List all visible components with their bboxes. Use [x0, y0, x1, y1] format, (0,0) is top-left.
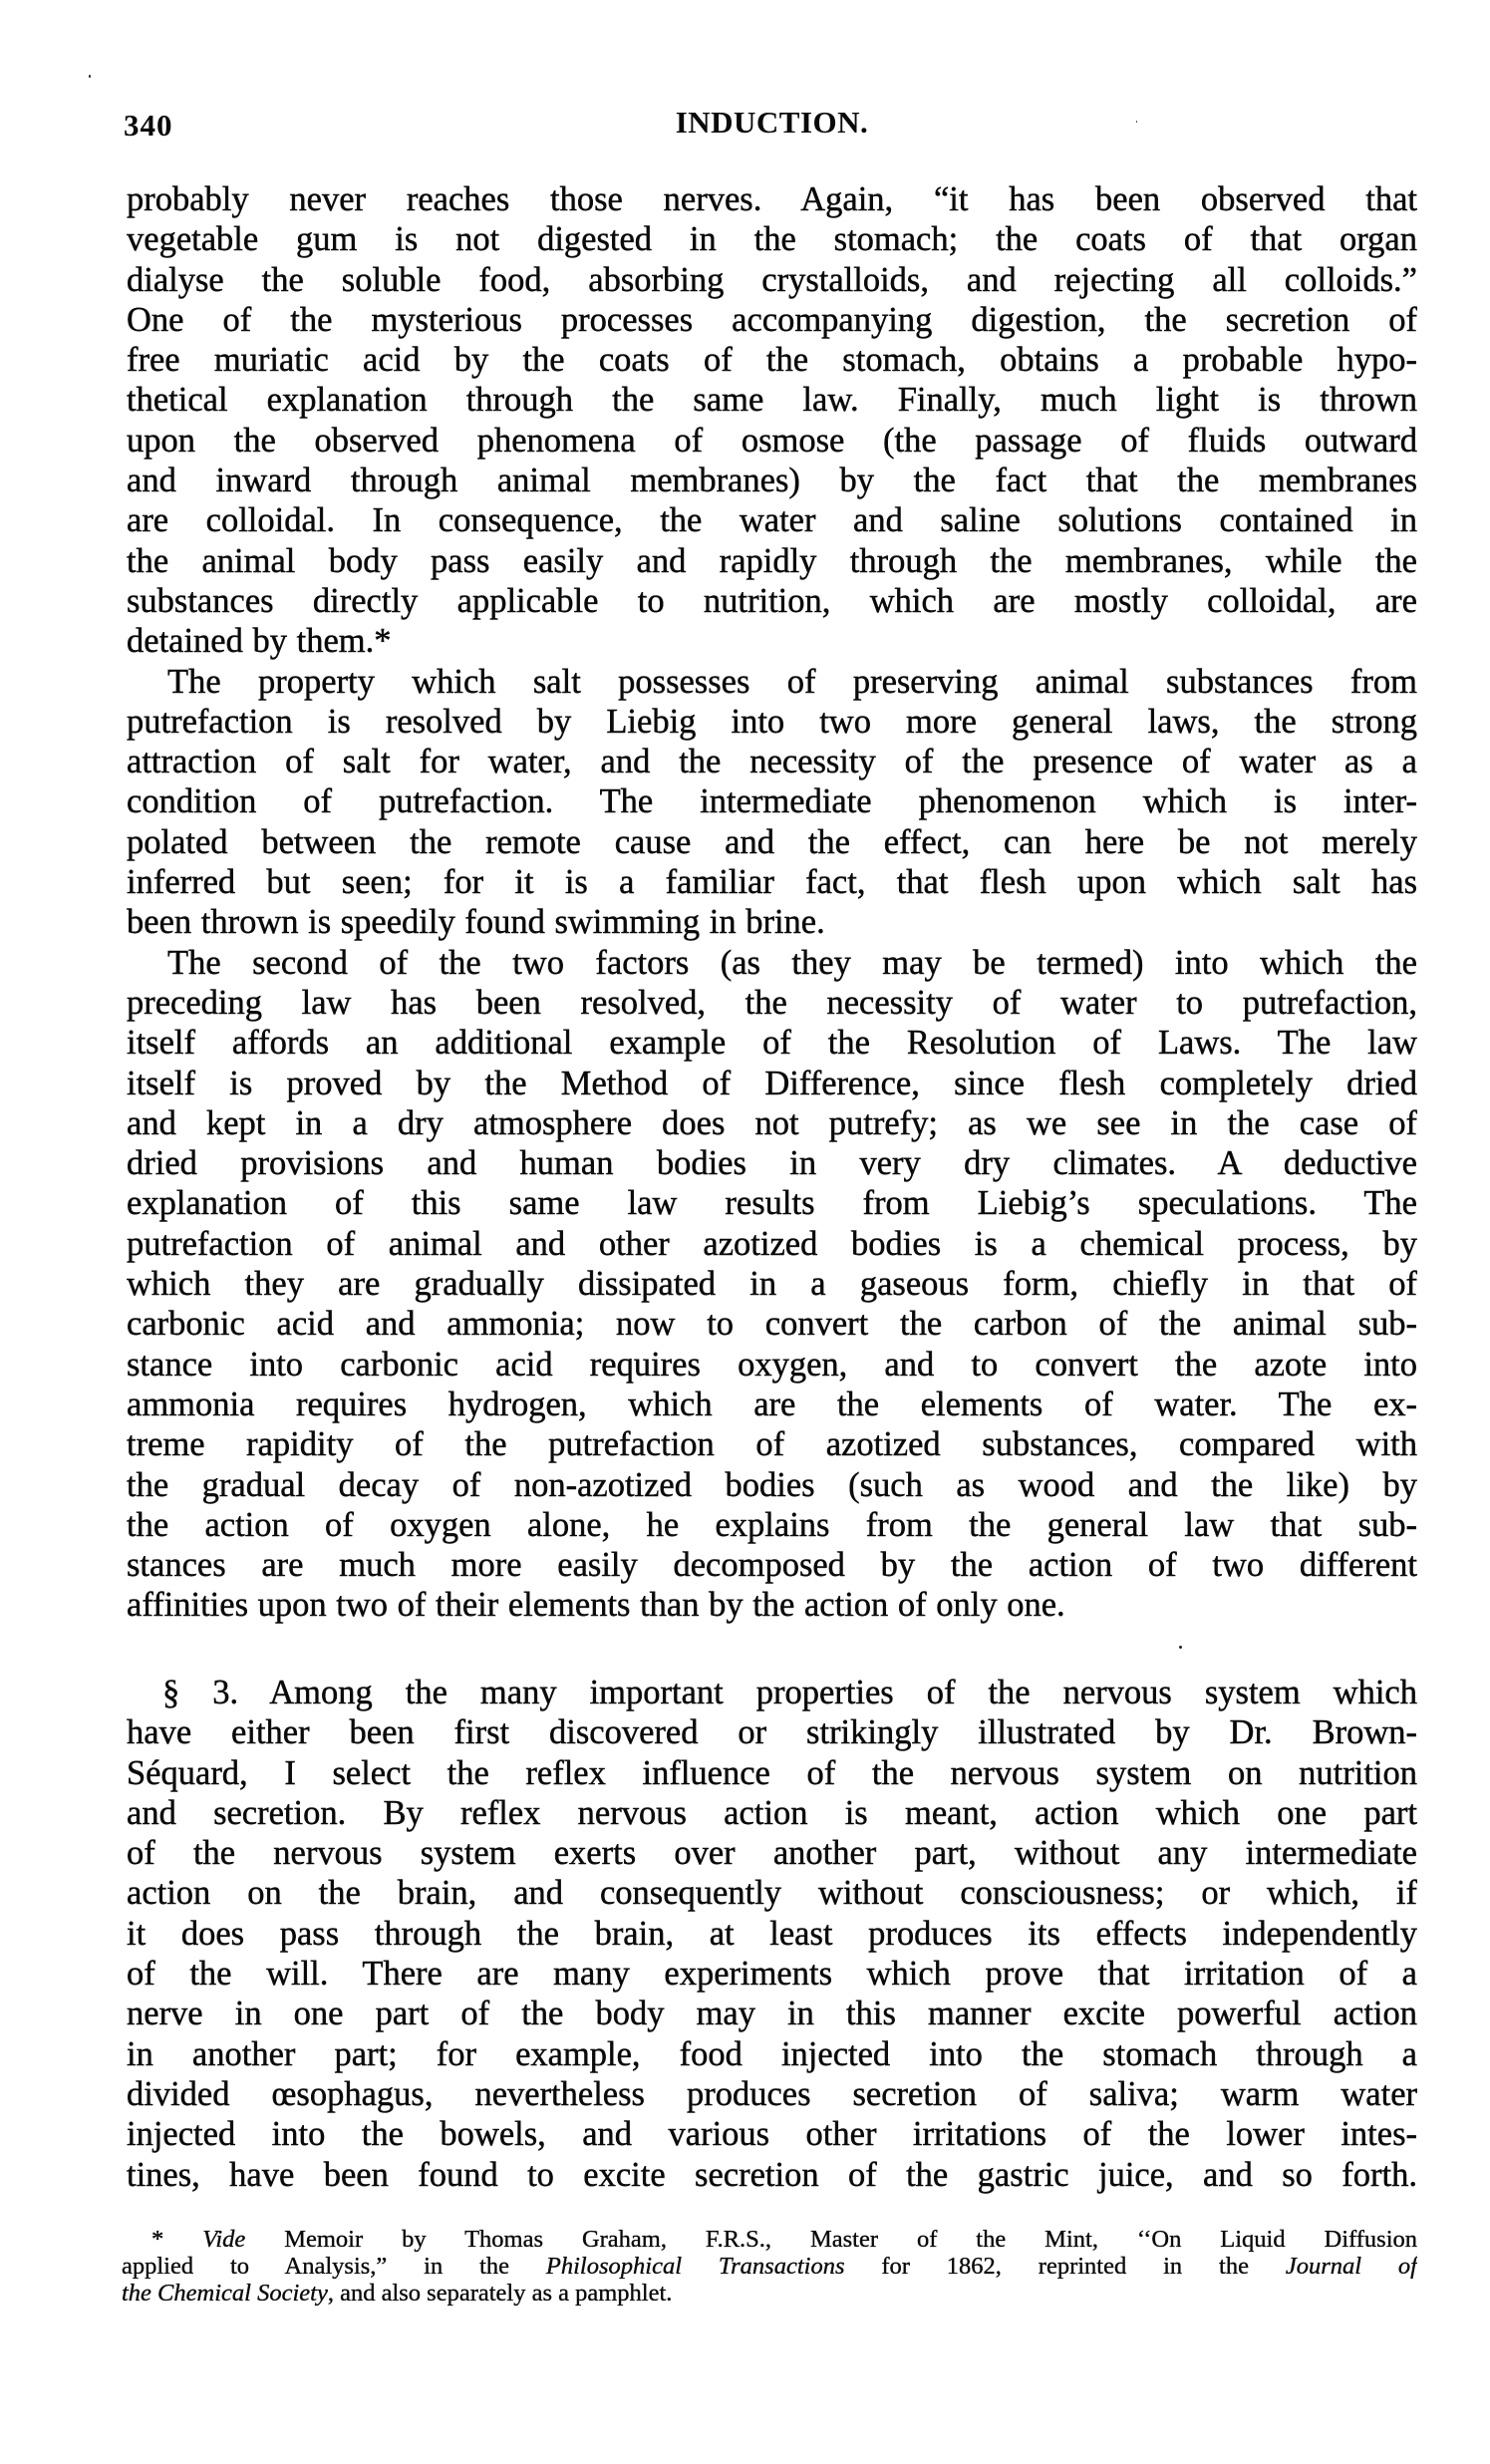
text-line: explanation of this same law results from Liebig’s speculations. The — [127, 1184, 1417, 1223]
text-line: The property which salt possesses of preserving animal substances from — [167, 662, 1417, 701]
text-line: dialyse the soluble food, absorbing crystalloids, and rejecting all colloids.” — [127, 260, 1417, 299]
text-line: inferred but seen; for it is a familiar fact, that flesh upon which salt has — [127, 863, 1417, 902]
text-line: itself is proved by the Method of Difference, since flesh completely dried — [127, 1064, 1417, 1102]
text-line: treme rapidity of the putrefaction of azotized substances, compared with — [127, 1425, 1417, 1464]
footnote-italic-text: Journal of — [1285, 2253, 1417, 2280]
text-line: are colloidal. In consequence, the water and saline solutions contained in — [127, 501, 1417, 540]
text-line: stance into carbonic acid requires oxygen, and to convert the azote into — [127, 1345, 1417, 1384]
text-line: dried provisions and human bodies in very dry climates. A deductive — [127, 1144, 1417, 1183]
text-line: of the nervous system exerts over another part, without any intermediate — [127, 1834, 1417, 1873]
footnote-italic-text: Philosophical Transactions — [545, 2253, 845, 2280]
text-line: substances directly applicable to nutrition, which are mostly colloidal, are — [127, 581, 1417, 620]
text-line: carbonic acid and ammonia; now to convert the carbon of the animal sub- — [127, 1305, 1417, 1344]
footnote-italic-text: Vide — [202, 2226, 246, 2253]
footnote-line — [122, 2253, 1417, 2280]
footnote-text: Memoir by Thomas Graham, F.R.S., Master of the Mint, ‘‘On Liquid Diffusion — [245, 2226, 1417, 2253]
text-line: tines, have been found to excite secretion of the gastric juice, and so forth. — [127, 2155, 1417, 2194]
text-line: attraction of salt for water, and the necessity of the presence of water as a — [127, 743, 1417, 781]
text-line: injected into the bowels, and various other irritations of the lower intes- — [127, 2115, 1417, 2154]
text-line: ammonia requires hydrogen, which are the elements of water. The ex- — [127, 1385, 1417, 1423]
footnote-line — [122, 2226, 1417, 2253]
text-line: stances are much more easily decomposed by the action of two different — [127, 1546, 1417, 1585]
section-3-paragraph — [127, 1673, 1417, 2195]
text-line: the animal body pass easily and rapidly through the membranes, while the — [127, 541, 1417, 580]
section-heading-line: § 3. Among the many important properties of the nervous system which — [162, 1674, 1417, 1711]
text-line: putrefaction is resolved by Liebig into two more general laws, the strong — [127, 702, 1417, 741]
text-line: preceding law has been resolved, the necessity of water to putrefaction, — [127, 983, 1417, 1022]
text-line: which they are gradually dissipated in a gaseous form, chiefly in that of — [127, 1265, 1417, 1304]
text-line: probably never reaches those nerves. Again, “it has been observed that — [127, 180, 1417, 218]
footnote — [122, 2226, 1417, 2307]
paragraph-3 — [127, 943, 1417, 1626]
text-line: affinities upon two of their elements than by the action of only one. — [127, 1586, 1065, 1625]
footnote-marker: * — [151, 2226, 203, 2253]
text-line-with-footnote-ref: detained by them.* — [127, 622, 392, 661]
footnote-text: for 1862, reprinted in the — [844, 2253, 1286, 2280]
text-line: polated between the remote cause and the effect, can here be not merely — [127, 822, 1417, 861]
text-line: thetical explanation through the same law. Finally, much light is thrown — [127, 381, 1417, 420]
text-line: action on the brain, and consequently without consciousness; or which, if — [127, 1874, 1417, 1913]
running-head — [0, 0, 1490, 150]
text-line: and inward through animal membranes) by the fact that the membranes — [127, 462, 1417, 500]
text-line: and secretion. By reflex nervous action is meant, action which one part — [127, 1793, 1417, 1832]
text-line: and kept in a dry atmosphere does not putrefy; as we see in the case of — [127, 1103, 1417, 1142]
text-line: condition of putrefaction. The intermediate phenomenon which is inter- — [127, 782, 1417, 821]
text-line: the action of oxygen alone, he explains from the general law that sub- — [127, 1505, 1417, 1544]
text-line: upon the observed phenomena of osmose (the passage of fluids outward — [127, 421, 1417, 460]
text-line: the gradual decay of non-azotized bodies (such as wood and the like) by — [127, 1465, 1417, 1504]
text-line: of the will. There are many experiments which prove that irritation of a — [127, 1955, 1417, 1994]
paragraph-2 — [127, 662, 1417, 943]
scan-speck — [1179, 1646, 1182, 1649]
text-line: it does pass through the brain, at least produces its effects independently — [127, 1914, 1417, 1953]
running-title: INDUCTION. — [675, 105, 869, 140]
text-line: One of the mysterious processes accompanying digestion, the secretion of — [127, 300, 1417, 339]
text-line: The second of the two factors (as they may be termed) into which the — [167, 943, 1417, 982]
text-line: putrefaction of animal and other azotized bodies is a chemical process, by — [127, 1224, 1417, 1263]
text-line: in another part; for example, food injected into the stomach through a — [127, 2034, 1417, 2073]
text-line: vegetable gum is not digested in the stomach; the coats of that organ — [127, 220, 1417, 259]
text-line: free muriatic acid by the coats of the stomach, obtains a probable hypo- — [127, 341, 1417, 380]
text-line: have either been first discovered or strikingly illustrated by Dr. Brown- — [127, 1713, 1417, 1752]
footnote-text: , and also separately as a pamphlet. — [327, 2280, 673, 2307]
text-line: been thrown is speedily found swimming in brine. — [127, 903, 825, 942]
body-text — [127, 179, 1417, 1626]
footnote-line — [122, 2280, 1417, 2307]
paragraph-1 — [127, 179, 1417, 662]
text-line: itself affords an additional example of the Resolution of Laws. The law — [127, 1024, 1417, 1063]
footnote-italic-text: the Chemical Society — [122, 2280, 328, 2307]
page-number: 340 — [124, 108, 173, 143]
text-line: divided œsophagus, nevertheless produces secretion of saliva; warm water — [127, 2074, 1417, 2113]
footnote-text: applied to Analysis,” in the — [122, 2253, 546, 2280]
text-line: Séquard, I select the reflex influence of the nervous system on nutrition — [127, 1753, 1417, 1792]
text-line: nerve in one part of the body may in this manner excite powerful action — [127, 1995, 1417, 2033]
